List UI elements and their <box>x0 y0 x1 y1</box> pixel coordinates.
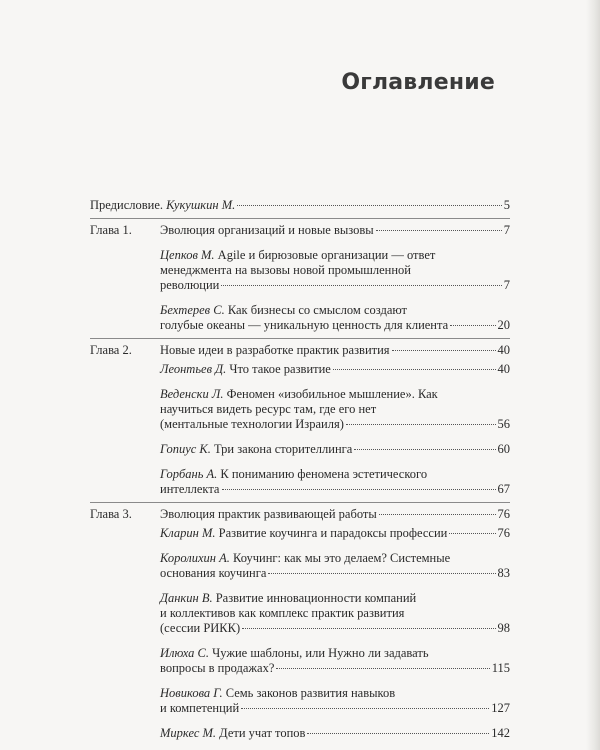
divider <box>90 218 510 219</box>
toc-chapter-1 <box>90 223 510 238</box>
entry-author: Кларин М. <box>160 526 216 540</box>
toc-chapter-2 <box>90 343 510 358</box>
leader-dots <box>222 489 496 490</box>
entry-title-cont: (ментальные технологии Израиля) <box>160 417 344 431</box>
leader-dots <box>376 230 502 231</box>
toc-entry <box>160 362 510 377</box>
entry-title: Развитие коучинга и парадоксы профессии <box>215 526 448 540</box>
entry-author: Горбань А. <box>160 467 218 481</box>
divider <box>90 502 510 503</box>
page-number: 127 <box>491 701 510 715</box>
leader-dots <box>221 285 501 286</box>
toc-entry <box>160 726 510 741</box>
leader-dots <box>450 325 495 326</box>
page-number: 60 <box>497 442 510 456</box>
entry-title-cont: революции <box>160 278 220 292</box>
page-number: 142 <box>491 726 510 740</box>
entry-title-cont: вопросы в продажах? <box>160 661 275 675</box>
toc-entry <box>160 442 510 457</box>
toc-entry <box>160 467 510 497</box>
leader-dots <box>242 628 495 629</box>
toc-entry <box>160 526 510 541</box>
entry-author: Миркес М. <box>160 726 217 740</box>
chapter-label: Глава 2. <box>90 343 132 357</box>
page-number: 83 <box>497 566 510 580</box>
entry-author: Королихин А. <box>160 551 230 565</box>
page-number: 76 <box>497 507 510 521</box>
leader-dots <box>307 733 489 734</box>
entry-title-cont: (сессии РИКК) <box>160 621 241 635</box>
toc-entry <box>160 591 510 636</box>
entry-author: Новикова Г. <box>160 686 223 700</box>
leader-dots <box>268 573 495 574</box>
entry-title: Развитие инновационности компаний <box>212 591 417 605</box>
page-edge-shadow <box>586 0 600 750</box>
page-number: 5 <box>503 198 510 212</box>
toc-entry <box>160 646 510 676</box>
toc-chapter-3 <box>90 507 510 522</box>
toc-entry <box>160 551 510 581</box>
chapter-label: Глава 1. <box>90 223 132 237</box>
entry-title: Что такое развитие <box>226 362 331 376</box>
page-number: 40 <box>497 362 510 376</box>
entry-title: Agile и бирюзовые организации — ответ <box>214 248 436 262</box>
page-title: Оглавление <box>341 70 495 95</box>
entry-author: Леонтьев Д. <box>160 362 227 376</box>
toc-entry-preface <box>90 198 510 213</box>
chapter-label: Глава 3. <box>90 507 132 521</box>
entry-author: Данкин В. <box>160 591 213 605</box>
leader-dots <box>346 424 496 425</box>
page-number: 40 <box>497 343 510 357</box>
leader-dots <box>449 533 495 534</box>
entry-author: Веденски Л. <box>160 387 224 401</box>
entry-title-cont: голубые океаны — уникальную ценность для клиента <box>160 318 449 332</box>
page-number: 7 <box>503 223 510 237</box>
page-number: 115 <box>491 661 510 675</box>
leader-dots <box>237 205 502 206</box>
leader-dots <box>276 668 489 669</box>
entry-author: Илюха С. <box>160 646 210 660</box>
entry-title-cont: менеджмента на вызовы новой промышленной <box>160 263 411 277</box>
page-number: 98 <box>497 621 510 635</box>
leader-dots <box>241 708 489 709</box>
page-number: 7 <box>503 278 510 292</box>
entry-title-cont: и коллективов как комплекс практик развития <box>160 606 405 620</box>
entry-title: Чужие шаблоны, или Нужно ли задавать <box>209 646 429 660</box>
entry-title-cont: научиться видеть ресурс там, где его нет <box>160 402 377 416</box>
page-number: 76 <box>497 526 510 540</box>
entry-title: Семь законов развития навыков <box>222 686 396 700</box>
entry-author: Гопиус К. <box>160 442 211 456</box>
leader-dots <box>354 449 495 450</box>
toc-entry <box>160 387 510 432</box>
chapter-title: Новые идеи в разработке практик развития <box>160 343 390 357</box>
entry-title-cont: и компетенций <box>160 701 240 715</box>
entry-author: Кукушкин М. <box>166 198 236 212</box>
entry-title: Предисловие. <box>90 198 164 212</box>
entry-author: Цепков М. <box>160 248 215 262</box>
toc-entry <box>160 303 510 333</box>
entry-title: Коучинг: как мы это делаем? Системные <box>229 551 451 565</box>
leader-dots <box>333 369 496 370</box>
page-number: 56 <box>497 417 510 431</box>
toc-entry <box>160 686 510 716</box>
chapter-title: Эволюция организаций и новые вызовы <box>160 223 374 237</box>
entry-title: Как бизнесы со смыслом создают <box>224 303 408 317</box>
toc-entry <box>160 248 510 293</box>
table-of-contents <box>90 198 510 741</box>
entry-title-cont: основания коучинга <box>160 566 267 580</box>
chapter-title: Эволюция практик развивающей работы <box>160 507 377 521</box>
entry-title-cont: интеллекта <box>160 482 220 496</box>
page-number: 67 <box>497 482 510 496</box>
entry-title: К пониманию феномена эстетического <box>217 467 428 481</box>
entry-title: Три закона сторителлинга <box>210 442 353 456</box>
entry-title: Феномен «изобильное мышление». Как <box>223 387 438 401</box>
leader-dots <box>379 514 496 515</box>
leader-dots <box>392 350 496 351</box>
page-number: 20 <box>497 318 510 332</box>
divider <box>90 338 510 339</box>
entry-title: Дети учат топов <box>216 726 306 740</box>
entry-author: Бехтерев С. <box>160 303 225 317</box>
